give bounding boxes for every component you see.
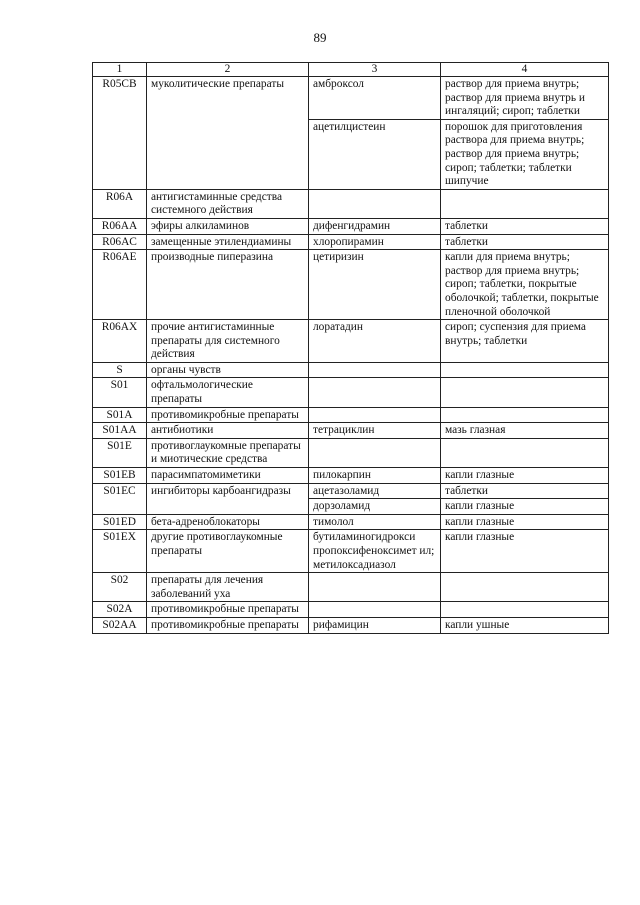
table-row	[93, 362, 609, 378]
header-col-4: 4	[441, 63, 609, 77]
medicines-table	[92, 62, 609, 634]
dosage-form: порошок для приготовления раствора для приема внутрь; раствор для приема внутрь; сироп; таблетки; таблетки шипучие	[441, 119, 609, 189]
atc-code: S01	[93, 378, 147, 407]
table-row	[93, 530, 609, 573]
table-row	[93, 77, 609, 120]
dosage-form: капли ушные	[441, 617, 609, 633]
group-name: эфиры алкиламинов	[147, 218, 309, 234]
drug-name: пилокарпин	[309, 468, 441, 484]
group-name: антибиотики	[147, 423, 309, 439]
atc-code: R06AC	[93, 234, 147, 250]
table-row	[93, 189, 609, 218]
header-col-1: 1	[93, 63, 147, 77]
table-row	[93, 514, 609, 530]
dosage-form: сироп; суспензия для приема внутрь; таблетки	[441, 320, 609, 363]
dosage-form	[441, 189, 609, 218]
drug-name: тетрациклин	[309, 423, 441, 439]
table-row	[93, 438, 609, 467]
drug-name: ацетазоламид	[309, 483, 441, 499]
drug-name: цетиризин	[309, 250, 441, 320]
group-name: органы чувств	[147, 362, 309, 378]
group-name: замещенные этилендиамины	[147, 234, 309, 250]
group-name: парасимпатомиметики	[147, 468, 309, 484]
dosage-form	[441, 573, 609, 602]
drug-name: дорзоламид	[309, 499, 441, 515]
group-name: производные пиперазина	[147, 250, 309, 320]
dosage-form	[441, 407, 609, 423]
dosage-form	[441, 362, 609, 378]
drug-name: ацетилцистеин	[309, 119, 441, 189]
dosage-form: капли для приема внутрь; раствор для приема внутрь; сироп; таблетки, покрытые оболочкой; таблетки, покрытые пленочной оболочкой	[441, 250, 609, 320]
table-row	[93, 468, 609, 484]
group-name: препараты для лечения заболеваний уха	[147, 573, 309, 602]
drug-name	[309, 602, 441, 618]
header-col-3: 3	[309, 63, 441, 77]
atc-code: S01AA	[93, 423, 147, 439]
table-row	[93, 218, 609, 234]
dosage-form	[441, 602, 609, 618]
header-row	[93, 63, 609, 77]
atc-code: S01E	[93, 438, 147, 467]
dosage-form: капли глазные	[441, 514, 609, 530]
atc-code: S	[93, 362, 147, 378]
dosage-form: таблетки	[441, 234, 609, 250]
group-name: прочие антигистаминные препараты для системного действия	[147, 320, 309, 363]
group-name: антигистаминные средства системного действия	[147, 189, 309, 218]
drug-name	[309, 438, 441, 467]
atc-code: R06AE	[93, 250, 147, 320]
drug-name	[309, 573, 441, 602]
atc-code: S01A	[93, 407, 147, 423]
table-row	[93, 483, 609, 499]
drug-name: тимолол	[309, 514, 441, 530]
dosage-form: капли глазные	[441, 530, 609, 573]
dosage-form: капли глазные	[441, 468, 609, 484]
drug-name: рифамицин	[309, 617, 441, 633]
atc-code: S02AA	[93, 617, 147, 633]
drug-name	[309, 189, 441, 218]
table-row	[93, 617, 609, 633]
table-row	[93, 407, 609, 423]
group-name: противомикробные препараты	[147, 407, 309, 423]
drug-name	[309, 378, 441, 407]
drug-name: дифенгидрамин	[309, 218, 441, 234]
drug-name: хлоропирамин	[309, 234, 441, 250]
atc-code: R06AA	[93, 218, 147, 234]
group-name: ингибиторы карбоангидразы	[147, 483, 309, 514]
drug-name: амброксол	[309, 77, 441, 120]
table-row	[93, 234, 609, 250]
table-row	[93, 378, 609, 407]
drug-name: лоратадин	[309, 320, 441, 363]
group-name: офтальмологические препараты	[147, 378, 309, 407]
table-row	[93, 573, 609, 602]
table-row	[93, 250, 609, 320]
atc-code: S01EC	[93, 483, 147, 514]
drug-name: бутиламиногидрокси пропоксифеноксимет ил; метилоксадиазол	[309, 530, 441, 573]
atc-code: R06AX	[93, 320, 147, 363]
dosage-form: раствор для приема внутрь; раствор для приема внутрь и ингаляций; сироп; таблетки	[441, 77, 609, 120]
dosage-form: капли глазные	[441, 499, 609, 515]
group-name: бета-адреноблокаторы	[147, 514, 309, 530]
table-row	[93, 320, 609, 363]
drug-name	[309, 407, 441, 423]
dosage-form: таблетки	[441, 483, 609, 499]
header-col-2: 2	[147, 63, 309, 77]
dosage-form	[441, 438, 609, 467]
atc-code: R05CB	[93, 77, 147, 190]
group-name: противоглаукомные препараты и миотические средства	[147, 438, 309, 467]
table-row	[93, 602, 609, 618]
drug-name	[309, 362, 441, 378]
page-number: 89	[313, 30, 327, 45]
group-name: противомикробные препараты	[147, 602, 309, 618]
atc-code: R06A	[93, 189, 147, 218]
dosage-form: таблетки	[441, 218, 609, 234]
atc-code: S01EB	[93, 468, 147, 484]
table-row	[93, 423, 609, 439]
group-name: другие противоглаукомные препараты	[147, 530, 309, 573]
group-name: муколитические препараты	[147, 77, 309, 190]
dosage-form: мазь глазная	[441, 423, 609, 439]
atc-code: S01EX	[93, 530, 147, 573]
atc-code: S02A	[93, 602, 147, 618]
atc-code: S01ED	[93, 514, 147, 530]
group-name: противомикробные препараты	[147, 617, 309, 633]
atc-code: S02	[93, 573, 147, 602]
dosage-form	[441, 378, 609, 407]
